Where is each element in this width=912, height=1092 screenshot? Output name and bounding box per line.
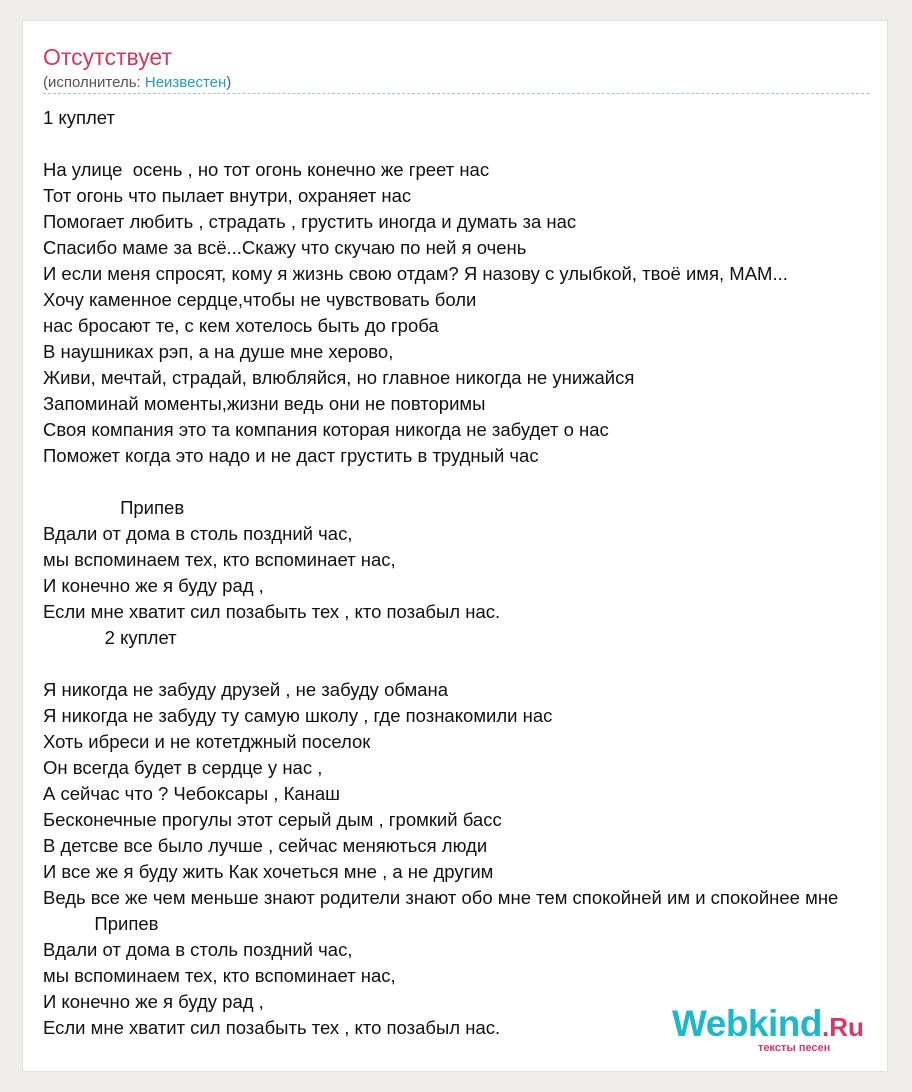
lyric-line: мы вспоминаем тех, кто вспоминает нас, [43,965,396,986]
lyric-line: И конечно же я буду рад , [43,991,264,1012]
lyric-line [43,469,903,495]
lyric-line [43,131,903,157]
lyric-line: Я никогда не забуду ту самую школу , где познакомили нас [43,705,553,726]
lyric-line: И конечно же я буду рад , [43,575,264,596]
lyric-line: Живи, мечтай, страдай, влюбляйся, но главное никогда не унижайся [43,367,635,388]
lyric-line: Бесконечные прогулы этот серый дым , громкий басс [43,809,502,830]
lyric-line: Вдали от дома в столь поздний час, [43,939,353,960]
lyric-line: Помогает любить , страдать , грустить иногда и думать за нас [43,211,577,232]
lyric-line: В наушниках рэп, а на душе мне херово, [43,341,394,362]
lyric-line: Если мне хватит сил позабыть тех , кто позабыл нас. [43,1017,501,1038]
lyric-line: 1 куплет [43,107,115,128]
lyric-line: Я никогда не забуду друзей , не забуду обмана [43,679,449,700]
lyric-line: Хочу каменное сердце,чтобы не чувствовать боли [43,289,477,310]
lyric-line: Поможет когда это надо и не даст грустить в трудный час [43,445,539,466]
logo-tld: .Ru [822,1012,864,1042]
lyric-line: Запоминай моменты,жизни ведь они не повторимы [43,393,486,414]
artist-line [43,73,231,93]
artist-prefix: (исполнитель: [43,74,145,91]
lyric-line: В детсве все было лучше , сейчас меняються люди [43,835,488,856]
logo-name: Webkind [672,1003,822,1044]
logo-wordmark [672,1004,864,1047]
lyrics-text [43,105,903,1041]
lyric-line: Хоть ибреси и не котетджный поселок [43,731,371,752]
lyric-line: Если мне хватит сил позабыть тех , кто позабыл нас. [43,601,501,622]
lyric-line: А сейчас что ? Чебоксары , Канаш [43,783,340,804]
logo-tagline: тексты песен [758,1042,831,1054]
lyric-line: Тот огонь что пылает внутри, охраняет нас [43,185,412,206]
lyric-line: И если меня спросят, кому я жизнь свою отдам? Я назову с улыбкой, твоё имя, МАМ... [43,263,788,284]
lyric-line: Ведь все же чем меньше знают родители знают обо мне тем спокойней им и спокойнее мне [43,887,839,908]
site-logo[interactable] [672,1004,872,1054]
lyric-line [43,651,903,677]
lyric-line: 2 куплет [43,627,177,648]
lyric-line: Он всегда будет в сердце у нас , [43,757,323,778]
lyric-line: Вдали от дома в столь поздний час, [43,523,353,544]
lyric-line: Припев [43,497,185,518]
lyric-line: Припев [43,913,159,934]
lyric-line: мы вспоминаем тех, кто вспоминает нас, [43,549,396,570]
lyric-line: И все же я буду жить Как хочеться мне , а не другим [43,861,494,882]
lyric-line: нас бросают те, с кем хотелось быть до гроба [43,315,439,336]
header-divider [43,93,869,94]
song-title: Отсутствует [43,44,172,70]
artist-link[interactable]: Неизвестен [144,74,227,91]
lyric-line: Спасибо маме за всё...Скажу что скучаю по ней я очень [43,237,527,258]
lyric-line: На улице осень , но тот огонь конечно же греет нас [43,159,490,180]
lyrics-card [22,20,888,1072]
artist-suffix: ) [226,74,232,91]
lyric-line: Своя компания это та компания которая никогда не забудет о нас [43,419,609,440]
